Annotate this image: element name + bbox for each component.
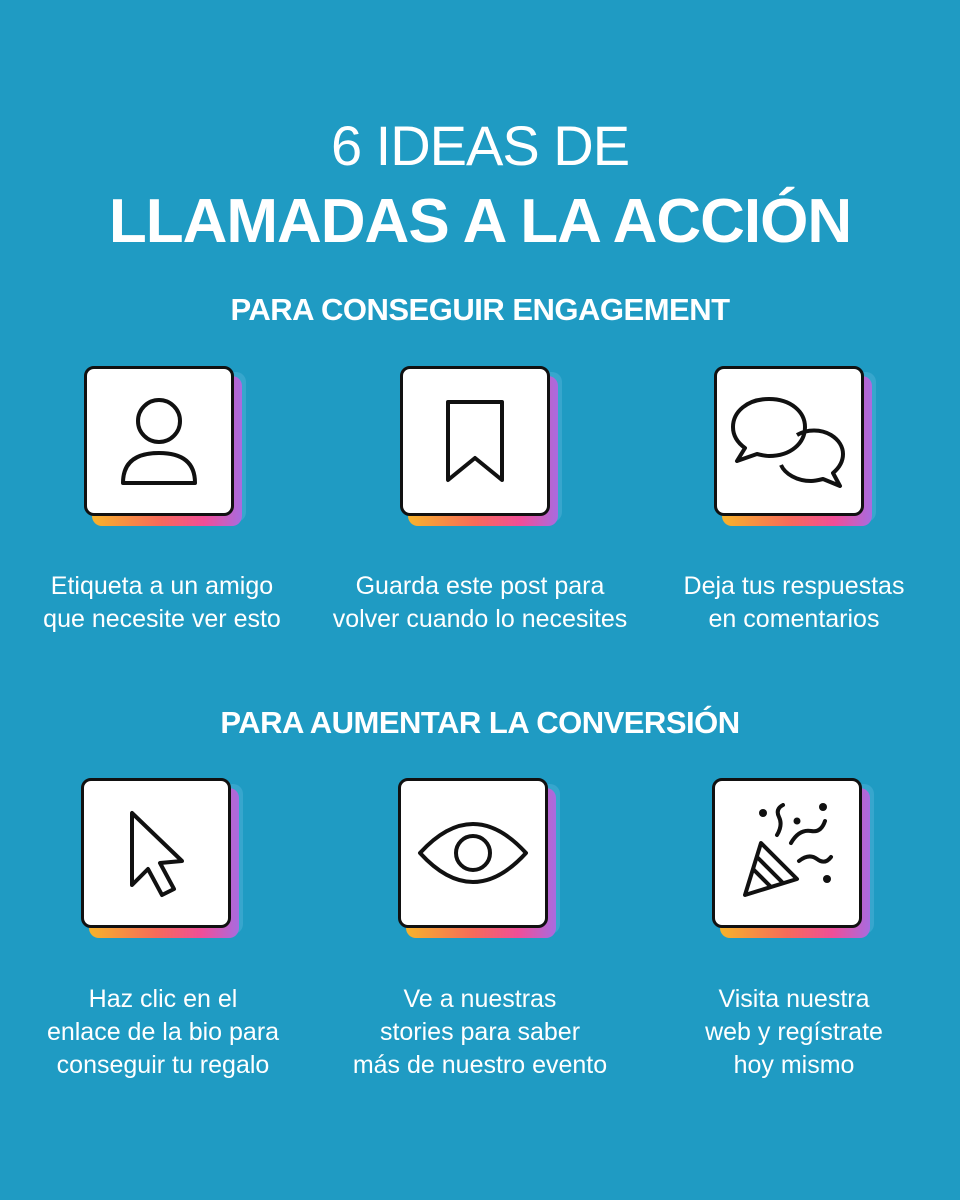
caption-line: Visita nuestra <box>718 985 870 1013</box>
eye-icon <box>414 813 532 893</box>
caption-line: en comentarios <box>708 605 880 633</box>
caption-save-post <box>320 570 640 636</box>
section-heading-engagement: PARA CONSEGUIR ENGAGEMENT <box>230 292 730 327</box>
caption-line: más de nuestro evento <box>352 1051 608 1079</box>
card-party <box>712 778 868 934</box>
title-line-2: LLAMADAS A LA ACCIÓN <box>108 187 852 256</box>
card-user <box>84 366 240 522</box>
caption-line: conseguir tu regalo <box>56 1051 270 1079</box>
party-popper-icon <box>737 803 837 903</box>
caption-stories <box>320 983 640 1082</box>
bookmark-icon <box>440 396 510 486</box>
card-bookmark <box>400 366 556 522</box>
caption-line: hoy mismo <box>733 1051 855 1079</box>
card-chat <box>714 366 870 522</box>
caption-website <box>634 983 954 1082</box>
card-cursor <box>81 778 237 934</box>
caption-comments <box>634 570 954 636</box>
caption-line: volver cuando lo necesites <box>332 605 628 633</box>
caption-line: Haz clic en el <box>88 985 238 1013</box>
caption-line: que necesite ver esto <box>43 605 281 633</box>
caption-line: Ve a nuestras <box>403 985 557 1013</box>
caption-line: Deja tus respuestas <box>683 572 905 600</box>
caption-line: Etiqueta a un amigo <box>50 572 274 600</box>
user-icon <box>111 391 207 491</box>
caption-tag-friend <box>2 570 322 636</box>
caption-line: web y regístrate <box>705 1018 883 1046</box>
card-eye <box>398 778 554 934</box>
title-line-1: 6 IDEAS DE <box>330 114 630 177</box>
cursor-icon <box>116 805 196 901</box>
caption-bio-link <box>3 983 323 1082</box>
chat-bubbles-icon <box>727 391 851 491</box>
caption-line: stories para saber <box>379 1018 581 1046</box>
caption-line: Guarda este post para <box>355 572 605 600</box>
caption-line: enlace de la bio para <box>46 1018 280 1046</box>
section-heading-conversion: PARA AUMENTAR LA CONVERSIÓN <box>220 705 740 740</box>
